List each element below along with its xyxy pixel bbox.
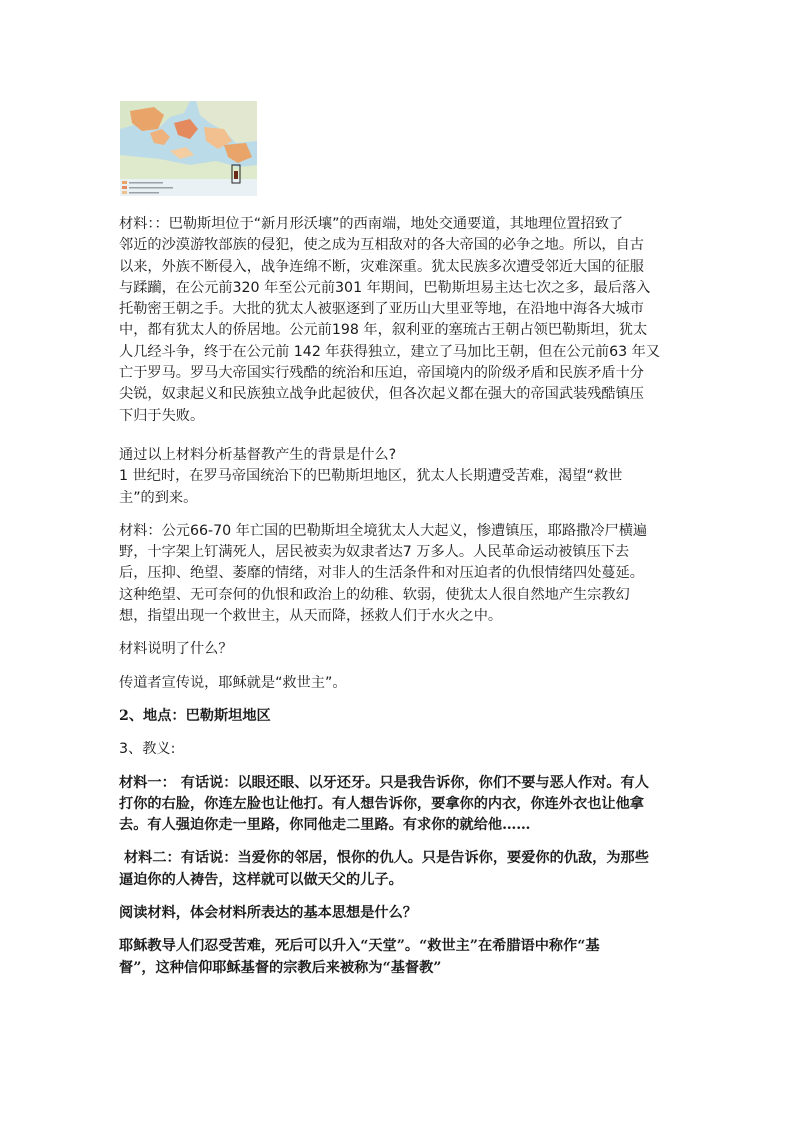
document-body — [119, 214, 679, 979]
answer-2: 传道者宣传说，耶稣就是“救世主”。 — [119, 674, 347, 691]
question-1: 通过以上材料分析基督教产生的背景是什么? — [119, 446, 397, 463]
question-2: 材料说明了什么？ — [119, 641, 233, 658]
roman-empire-map — [120, 101, 257, 196]
answer-1: 1 世纪时，在罗马帝国统治下的巴勒斯坦地区，犹太人长期遭受苦难，渴望“救世 主”的到来。 — [119, 468, 623, 506]
material-paragraph-2: 材料：公元66-70 年亡国的巴勒斯坦全境犹太人大起义，惨遭镇压，耶路撒冷尸横遍 野，十字架上钉满死人，居民被卖为奴隶者达7 万多人。人民革命运动被镇压下去 后，压抑、绝望、萎靡的情绪，对非人的生活条件和对压迫者的仇恨情绪四处蔓延。 这种绝望、无可奈何的仇恨和政治上的幼稚、软弱，使犹太人很自然地产生宗教幻 想，指望出现一个救世主，从天而降，拯救人们于水火之中。 — [119, 522, 648, 625]
section-location-heading: 2、地点：巴勒斯坦地区 — [119, 707, 271, 724]
material-paragraph-1: 材料：：巴勒斯坦位于“新月形沃壤”的西南端，地处交通要道，其地理位置招致了 邻近的沙漠游牧部族的侵犯，使之成为互相敌对的各大帝国的必争之地。所以，自古 以来，外族不断侵入，战争连绵不断，灾难深重。犹太民族多次遭受邻近大国的征服 与蹂躏，在公元前320 年至公元前301 年期间，巴勒斯坦易主达七次之多，最后落入 托勒密王朝之手。大批的犹太人被驱逐到了亚历山大里亚等地，在沿地中海各大城市 中，都有犹太人的侨居地。公元前198 年，叙利亚的塞琉古王朝占领巴勒斯坦，犹太 人几经斗争，终于在公元前 142 年获得独立，建立了马加比王朝，但在公元前63 年又 亡于罗马。罗马大帝国实行残酷的统治和压迫，帝国境内的阶级矛盾和民族矛盾十分 尖锐，奴隶起义和民族独立战争此起彼伏，但各次起义都在强大的帝国武装残酷镇压 下归于失败。 — [119, 216, 661, 424]
section-doctrine-heading: 3、教义: — [119, 741, 176, 758]
material-two: 材料二：有话说：当爱你的邻居，恨你的仇人。只是告诉你，要爱你的仇敌，为那些 逼迫你的人祷告，这样就可以做天父的儿子。 — [119, 850, 649, 888]
material-one: 材料一： 有话说：以眼还眼、以牙还牙。只是我告诉你，你们不要与恶人作对。有人 打你的右脸，你连左脸也让他打。有人想告诉你，要拿你的内衣，你连外衣也让他拿 去。有人强迫你走一里路，你同他走二里路。有求你的就给他…… — [119, 774, 649, 834]
answer-3: 耶稣教导人们忍受苦难，死后可以升入“天堂”。“救世主”在希腊语中称作“基 督”，这种信仰耶稣基督的宗教后来被称为“基督教” — [119, 938, 600, 976]
question-3: 阅读材料，体会材料所表达的基本思想是什么？ — [119, 905, 417, 922]
map-graphic — [120, 101, 257, 196]
